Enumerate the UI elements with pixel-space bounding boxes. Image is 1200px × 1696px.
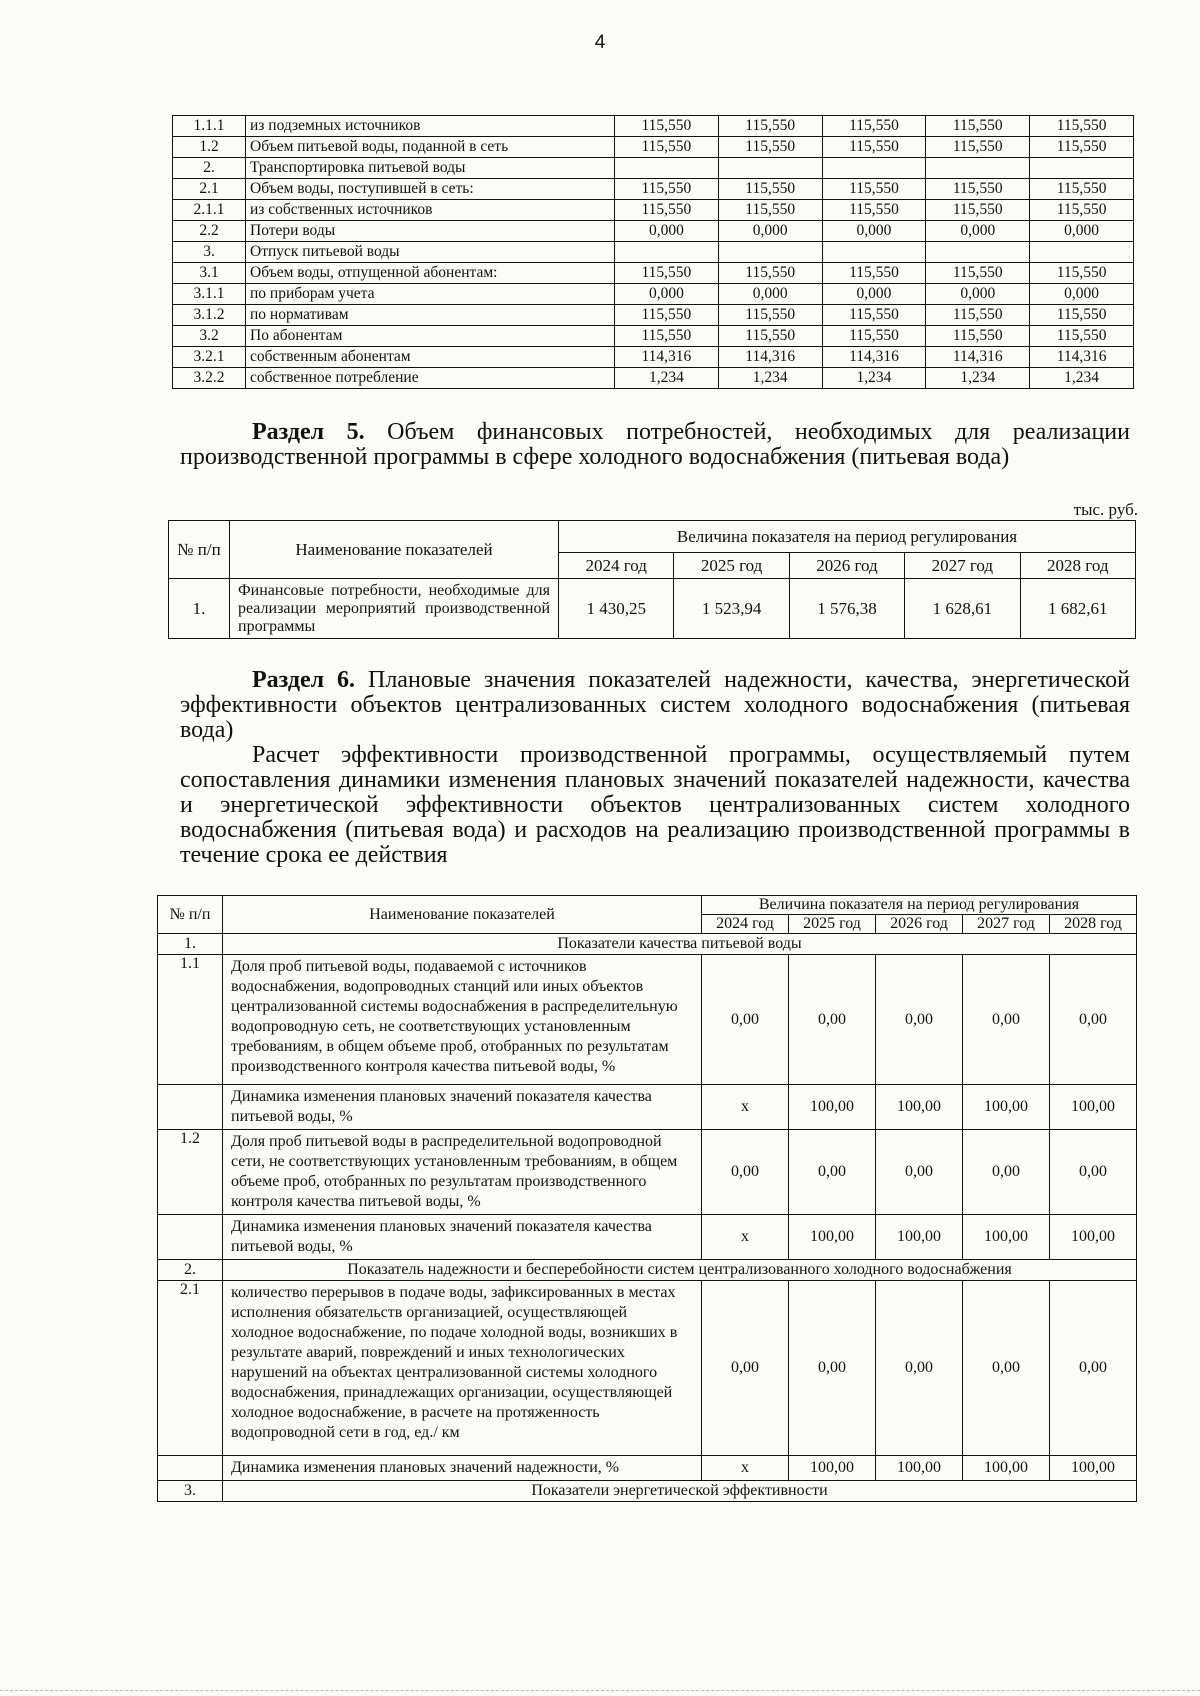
t1-value: 115,550 [926,200,1030,221]
t1-row-code: 1.2 [173,137,246,158]
t1-value: 115,550 [822,326,926,347]
t1-row-name: Транспортировка питьевой воды [246,158,615,179]
t3-year: 2028 год [1050,915,1137,934]
t1-value: 114,316 [718,347,822,368]
t3-row-num [158,1085,223,1130]
t3-row-name: Доля проб питьевой воды, подаваемой с источников водоснабжения, водопроводных станций или иных объектов централизованной системы водоснабжения в распределительную водопроводную сеть, не соответствующих установленным требованиям, в общем объеме проб, отобранных по результатам производственного контроля качества питьевой воды, % [223,955,702,1085]
t1-value: 115,550 [822,305,926,326]
t2-year: 2028 год [1020,553,1135,579]
t1-value: 115,550 [926,179,1030,200]
t1-row-name: собственным абонентам [246,347,615,368]
t1-value: 115,550 [1030,263,1134,284]
t1-value: 115,550 [718,263,822,284]
t1-row-code: 3.1.1 [173,284,246,305]
t2-value: 1 430,25 [559,579,674,639]
t1-value: 115,550 [615,326,719,347]
t1-value: 115,550 [615,200,719,221]
t1-value: 115,550 [1030,179,1134,200]
t1-value: 115,550 [615,179,719,200]
t1-value: 0,000 [718,284,822,305]
scan-edge-divider [0,1690,1200,1692]
t1-row-name: Потери воды [246,221,615,242]
t3-row-name: Динамика изменения плановых значений показателя качества питьевой воды, % [223,1085,702,1130]
t2-year: 2026 год [789,553,904,579]
t1-row-code: 3.1 [173,263,246,284]
t1-value [926,158,1030,179]
t1-row-name: по приборам учета [246,284,615,305]
t3-row-num: 2.1 [158,1281,223,1456]
t3-year: 2024 год [702,915,789,934]
t1-row-code: 3.2 [173,326,246,347]
t3-value: 0,00 [702,955,789,1085]
t1-row-code: 3. [173,242,246,263]
t1-row-name: собственное потребление [246,368,615,389]
t1-value: 115,550 [926,263,1030,284]
t1-value: 0,000 [822,284,926,305]
t1-value: 1,234 [1030,368,1134,389]
t3-row-num: 1.2 [158,1130,223,1215]
t3-value: 0,00 [876,955,963,1085]
t1-value: 115,550 [1030,116,1134,137]
t3-section-num: 1. [158,934,223,955]
t3-value: 100,00 [1050,1456,1137,1481]
section-5-text: Объем финансовых потребностей, необходимых для реализации производственной программы в сфере холодного водоснабжения (питьевая вода) [180,419,1130,470]
t3-value: 0,00 [789,1281,876,1456]
t1-value: 115,550 [822,179,926,200]
t1-value [926,242,1030,263]
t1-value: 0,000 [1030,221,1134,242]
t3-value: 0,00 [876,1281,963,1456]
t1-value: 115,550 [822,137,926,158]
table-row [173,116,1134,137]
t2-value: 1 682,61 [1020,579,1135,639]
t1-value: 1,234 [615,368,719,389]
t3-row-num [158,1215,223,1260]
t1-value: 115,550 [822,200,926,221]
t1-value: 115,550 [926,116,1030,137]
t1-row-name: Объем питьевой воды, поданной в сеть [246,137,615,158]
t1-row-code: 2.1 [173,179,246,200]
t1-row-code: 3.2.1 [173,347,246,368]
t2-value: 1 523,94 [674,579,789,639]
t1-row-name: по нормативам [246,305,615,326]
t1-value: 114,316 [615,347,719,368]
t1-value: 114,316 [1030,347,1134,368]
t1-row-name: Отпуск питьевой воды [246,242,615,263]
t3-value: 100,00 [789,1085,876,1130]
table-row [173,347,1134,368]
t3-col-num: № п/п [158,896,223,934]
t1-value: 115,550 [1030,137,1134,158]
t2-year: 2025 год [674,553,789,579]
t3-value: 0,00 [789,1130,876,1215]
t2-row-name: Финансовые потребности, необходимые для реализации мероприятий производственной программы [230,579,559,639]
t3-value: 100,00 [876,1215,963,1260]
t1-value: 115,550 [615,305,719,326]
t3-value: 0,00 [1050,1281,1137,1456]
t3-value: 100,00 [1050,1215,1137,1260]
t3-section-title: Показатели энергетической эффективности [223,1481,1137,1502]
t2-col-num: № п/п [169,521,230,579]
t3-value: 100,00 [876,1085,963,1130]
t1-row-code: 3.2.2 [173,368,246,389]
t3-row-num: 1.1 [158,955,223,1085]
section-6-text: Плановые значения показателей надежности, качества, энергетической эффективности объектов централизованных систем холодного водоснабжения (питьевая вода) [180,667,1130,743]
indicators-table [157,895,1137,1502]
t1-value [615,158,719,179]
t3-value: 100,00 [963,1085,1050,1130]
t3-value: 0,00 [702,1130,789,1215]
t3-value: х [702,1456,789,1481]
t2-value: 1 628,61 [905,579,1020,639]
t3-year: 2027 год [963,915,1050,934]
t1-value: 115,550 [718,326,822,347]
section-6-label: Раздел 6. [252,667,356,693]
table-row [173,158,1134,179]
table-row [173,221,1134,242]
t1-row-code: 2.2 [173,221,246,242]
t1-value: 1,234 [822,368,926,389]
t1-value: 115,550 [718,116,822,137]
t1-value: 115,550 [1030,200,1134,221]
t1-value: 0,000 [718,221,822,242]
t2-row-num: 1. [169,579,230,639]
t1-value [718,158,822,179]
t1-value: 0,000 [615,221,719,242]
t3-row-name: Динамика изменения плановых значений надежности, % [223,1456,702,1481]
t3-section-num: 3. [158,1481,223,1502]
t1-value: 115,550 [718,200,822,221]
units-label: тыс. руб. [1073,500,1138,519]
t2-year: 2024 год [559,553,674,579]
t1-value [1030,158,1134,179]
t3-section-title: Показатели качества питьевой воды [223,934,1137,955]
table-row [173,137,1134,158]
t1-value: 115,550 [926,326,1030,347]
t3-value: 0,00 [963,955,1050,1085]
t1-value [822,158,926,179]
table-row [173,305,1134,326]
t1-row-code: 2. [173,158,246,179]
t3-year: 2025 год [789,915,876,934]
t3-row-name: количество перерывов в подаче воды, зафиксированных в местах исполнения обязательств организацией, осуществляющей холодное водоснабжение, по подаче холодной воды, возникших в результате аварий, повреждений и иных технологических нарушений на объектах централизованной системы холодного водоснабжения, принадлежащих организации, осуществляющей холодное водоснабжение, в расчете на протяженность водопроводной сети в год, ед./ км [223,1281,702,1456]
t1-value: 115,550 [718,137,822,158]
t3-value: 100,00 [789,1215,876,1260]
calc-paragraph [180,743,1130,868]
t1-row-name: из собственных источников [246,200,615,221]
t3-value: 0,00 [1050,1130,1137,1215]
t1-value: 115,550 [926,137,1030,158]
t1-row-name: из подземных источников [246,116,615,137]
water-balance-table-body [173,116,1134,389]
t3-row-name: Динамика изменения плановых значений показателя качества питьевой воды, % [223,1215,702,1260]
t1-value: 115,550 [822,263,926,284]
t1-value: 1,234 [718,368,822,389]
t3-value: 0,00 [876,1130,963,1215]
t1-value [822,242,926,263]
t3-value: 100,00 [876,1456,963,1481]
section-6-heading [180,668,1130,743]
t1-value: 115,550 [926,305,1030,326]
t1-row-code: 3.1.2 [173,305,246,326]
t1-value: 0,000 [1030,284,1134,305]
t3-row-name: Доля проб питьевой воды в распределительной водопроводной сети, не соответствующих установленным требованиям, в общем объеме проб, отобранных по результатам производственного контроля качества питьевой воды, % [223,1130,702,1215]
t3-col-period: Величина показателя на период регулирования [702,896,1137,915]
t1-row-code: 1.1.1 [173,116,246,137]
section-5-label: Раздел 5. [252,419,365,445]
t3-section-num: 2. [158,1260,223,1281]
section-5-heading [180,420,1130,470]
t3-value: 100,00 [963,1456,1050,1481]
t1-row-name: Объем воды, отпущенной абонентам: [246,263,615,284]
t1-value: 115,550 [1030,305,1134,326]
t1-value [1030,242,1134,263]
table-row [173,263,1134,284]
t3-section-title: Показатель надежности и бесперебойности систем централизованного холодного водоснабжения [223,1260,1137,1281]
t1-value [718,242,822,263]
t3-value: 0,00 [963,1130,1050,1215]
t3-value: 0,00 [789,955,876,1085]
t1-value: 115,550 [822,116,926,137]
t1-value: 0,000 [926,221,1030,242]
t1-row-code: 2.1.1 [173,200,246,221]
t3-value: 100,00 [963,1215,1050,1260]
table-row [173,284,1134,305]
water-balance-table [172,115,1134,389]
t2-col-period: Величина показателя на период регулирования [559,521,1136,553]
t3-value: 0,00 [702,1281,789,1456]
t1-value [615,242,719,263]
table-row [173,179,1134,200]
t3-value: 0,00 [963,1281,1050,1456]
table-row [173,368,1134,389]
t1-value: 115,550 [615,137,719,158]
table-row [173,242,1134,263]
t3-row-num [158,1456,223,1481]
t2-value: 1 576,38 [789,579,904,639]
t2-year: 2027 год [905,553,1020,579]
t3-col-name: Наименование показателей [223,896,702,934]
t1-value: 0,000 [926,284,1030,305]
t1-value: 114,316 [822,347,926,368]
t3-year: 2026 год [876,915,963,934]
t1-value: 0,000 [822,221,926,242]
page-number: 4 [594,32,606,53]
t1-value: 115,550 [718,179,822,200]
t3-value: 100,00 [789,1456,876,1481]
t1-value: 1,234 [926,368,1030,389]
calc-text: Расчет эффективности производственной программы, осуществляемый путем сопоставления динамики изменения плановых значений показателей надежности, качества и энергетической эффективности объектов централизованных систем холодного водоснабжения (питьевая вода) и расходов на реализацию производственной программы в течение срока ее действия [180,742,1130,868]
t3-value: 0,00 [1050,955,1137,1085]
t3-value: х [702,1085,789,1130]
t1-value: 0,000 [615,284,719,305]
t3-value: 100,00 [1050,1085,1137,1130]
t1-value: 115,550 [615,116,719,137]
table-row [173,326,1134,347]
t1-row-name: Объем воды, поступившей в сеть: [246,179,615,200]
table-row [173,200,1134,221]
t1-value: 115,550 [718,305,822,326]
t2-col-name: Наименование показателей [230,521,559,579]
t3-value: х [702,1215,789,1260]
t1-value: 114,316 [926,347,1030,368]
t1-value: 115,550 [615,263,719,284]
financial-needs-table [168,520,1136,639]
t1-row-name: По абонентам [246,326,615,347]
t1-value: 115,550 [1030,326,1134,347]
